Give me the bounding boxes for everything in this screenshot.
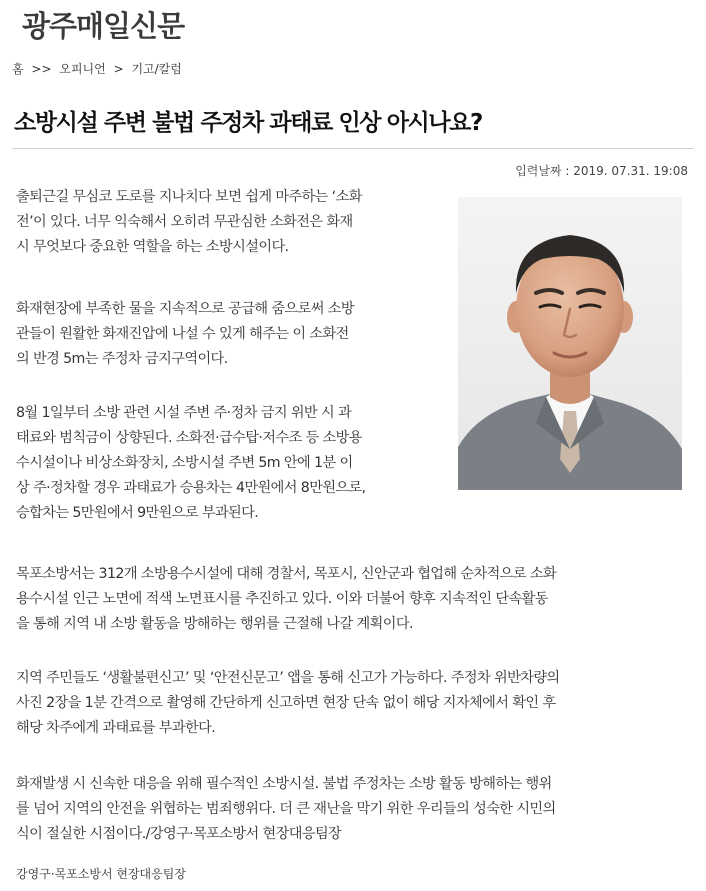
paragraph-line: 전’이 있다. 너무 익숙해서 오히려 무관심한 소화전은 화재: [16, 214, 353, 230]
author-photo: [458, 197, 682, 490]
site-logo[interactable]: 광주매일신문: [22, 9, 185, 43]
breadcrumb-section-link[interactable]: 오피니언: [59, 62, 106, 76]
paragraph-line: 출퇴근길 무심코 도로를 지나치다 보면 쉽게 마주하는 ‘소화: [16, 189, 362, 205]
paragraph-line: 목포소방서는 312개 소방용수시설에 대해 경찰서, 목포시, 신안군과 협업해 순차적으로 소화: [16, 566, 557, 582]
paragraph-2: [16, 297, 446, 372]
breadcrumb-separator: >: [113, 62, 124, 76]
paragraph-line: 시 무엇보다 중요한 역할을 하는 소방시설이다.: [16, 239, 289, 255]
portrait-photo-icon: [458, 197, 682, 490]
paragraph-3: [16, 401, 446, 526]
paragraph-1: [16, 185, 446, 260]
paragraph-line: 화재발생 시 신속한 대응을 위해 필수적인 소방시설. 불법 주정차는 소방 활동 방해하는 행위: [16, 776, 552, 792]
article-date: 입력날짜 : 2019. 07.31. 19:08: [515, 164, 688, 178]
paragraph-line: 수시설이나 비상소화장치, 소방시설 주변 5m 안에 1분 이: [16, 455, 353, 471]
paragraph-line: 의 반경 5m는 주정차 금지구역이다.: [16, 351, 228, 367]
paragraph-line: 를 넘어 지역의 안전을 위협하는 범죄행위다. 더 큰 재난을 막기 위한 우리들의 성숙한 시민의: [16, 801, 556, 817]
paragraph-line: 을 통해 지역 내 소방 활동을 방해하는 행위를 근절해 나갈 계획이다.: [16, 616, 413, 632]
paragraph-line: 사진 2장을 1분 간격으로 촬영해 간단하게 신고하면 현장 단속 없이 해당 지자체에서 확인 후: [16, 695, 556, 711]
article-title: 소방시설 주변 불법 주정차 과태료 인상 아시나요?: [14, 110, 482, 136]
paragraph-line: 해당 차주에게 과태료를 부과한다.: [16, 720, 216, 736]
breadcrumb-home-link[interactable]: 홈: [12, 62, 24, 76]
paragraph-line: 용수시설 인근 노면에 적색 노면표시를 추진하고 있다. 이와 더불어 향후 지속적인 단속활동: [16, 591, 548, 607]
paragraph-line: 관들이 원활한 화재진압에 나설 수 있게 해주는 이 소화전: [16, 326, 349, 342]
paragraph-line: 화재현장에 부족한 물을 지속적으로 공급해 줌으로써 소방: [16, 301, 354, 317]
paragraph-5: [16, 666, 692, 741]
paragraph-line: 상 주·정차할 경우 과태료가 승용차는 4만원에서 8만원으로,: [16, 480, 366, 496]
paragraph-line: 지역 주민들도 ‘생활불편신고’ 및 ‘안전신문고’ 앱을 통해 신고가 가능하다. 주정차 위반차량의: [16, 670, 560, 686]
breadcrumb-separator: >>: [31, 62, 52, 76]
breadcrumb: [12, 60, 186, 77]
paragraph-6: [16, 772, 692, 847]
breadcrumb-category-link[interactable]: 기고/칼럼: [131, 62, 182, 76]
paragraph-line: 태료와 범칙금이 상향된다. 소화전·급수탑·저수조 등 소방용: [16, 430, 362, 446]
paragraph-line: 8월 1일부터 소방 관련 시설 주변 주·정차 금지 위반 시 과: [16, 405, 352, 421]
title-divider: [12, 148, 694, 149]
paragraph-line: 승합차는 5만원에서 9만원으로 부과된다.: [16, 505, 259, 521]
paragraph-line: 식이 절실한 시점이다./강영구·목포소방서 현장대응팀장: [16, 826, 342, 842]
article-author: 강영구·목포소방서 현장대응팀장: [16, 867, 186, 881]
paragraph-4: [16, 562, 692, 637]
